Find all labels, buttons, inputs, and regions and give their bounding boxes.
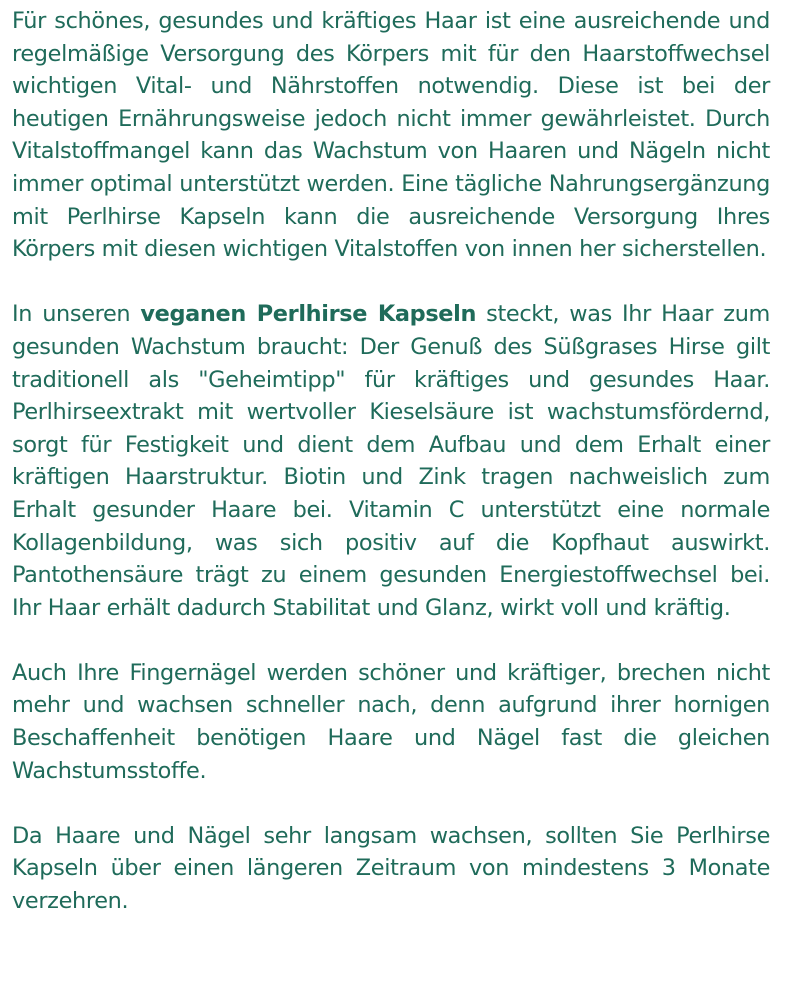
paragraph-nails: Auch Ihre Fingernägel werden schöner und kräftiger, brechen nicht mehr und wachsen schneller nach, denn aufgrund ihrer hornigen Beschaffenheit benötigen Haare und Nägel fast die gleichen Wachstumsstoffe. [12,659,770,784]
paragraph-ingredients-body: steckt, was Ihr Haar zum gesunden Wachstum braucht: Der Genuß des Süßgrases Hirse gilt traditionell als "Geheimtipp" für kräftiges und gesundes Haar. Perlhirseextrakt mit wertvoller Kieselsäure ist wachstumsfördernd, sorgt für Festigkeit und dient dem Aufbau und dem Erhalt einer kräftigen Haarstruktur. Biotin und Zink tragen nachweislich zum Erhalt gesunder Haare bei. Vitamin C unterstützt eine normale Kollagenbildung, was sich positiv auf die Kopfhaut auswirkt. Pantothensäure trägt zu einem gesunden Energiestoffwechsel bei. Ihr Haar erhält dadurch Stabilitat und Glanz, wirkt voll und kräftig. [12,301,770,621]
product-name-emphasis: veganen Perlhirse Kapseln [140,301,477,328]
paragraph-ingredients-lead: In unseren [12,301,141,328]
paragraph-intro: Für schönes, gesundes und kräftiges Haar ist eine ausreichende und regelmäßige Versorgung des Körpers mit für den Haarstoffwechsel wichtigen Vital- und Nährstoffen notwendig. Diese ist bei der heutigen Ernährungsweise jedoch nicht immer gewährleistet. Durch Vitalstoffmangel kann das Wachstum von Haaren und Nägeln nicht immer optimal unterstützt werden. Eine tägliche Nahrungsergänzung mit Perlhirse Kapseln kann die ausreichende Versorgung Ihres Körpers mit diesen wichtigen Vitalstoffen von innen her sicherstellen. [12,8,770,263]
paragraph-ingredients [12,298,770,624]
paragraph-duration: Da Haare und Nägel sehr langsam wachsen, sollten Sie Perlhirse Kapseln über einen längeren Zeitraum von mindestens 3 Monate verzehren. [12,822,770,915]
